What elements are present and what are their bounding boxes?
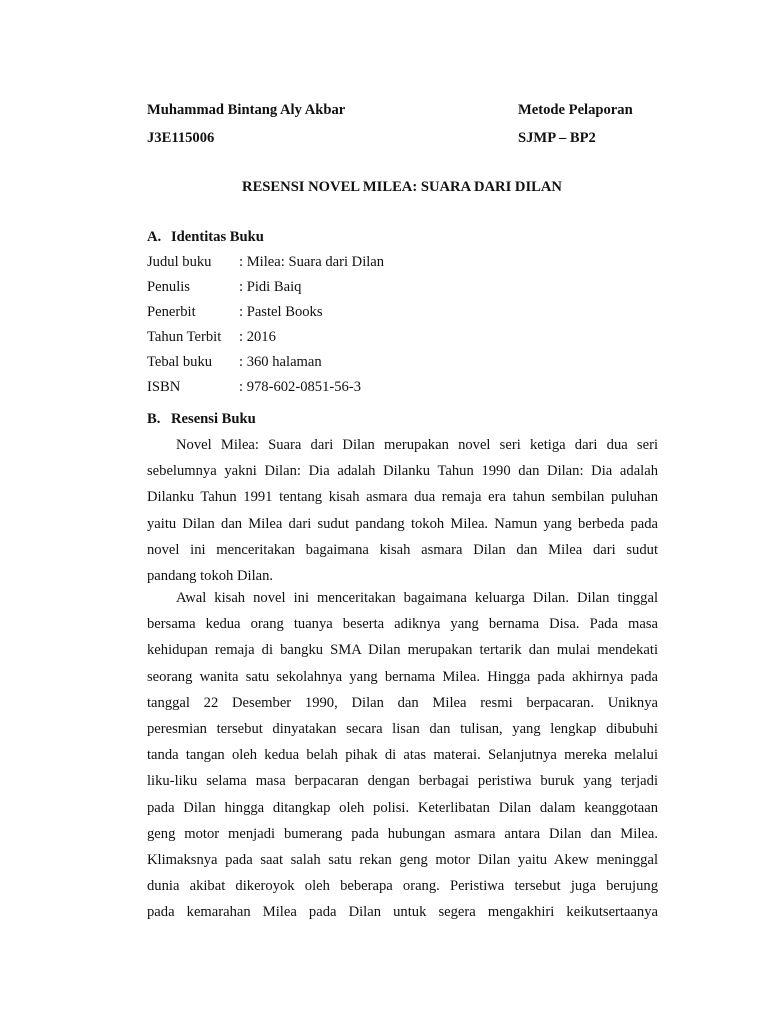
- paragraph-line: peresmian tersebut dinyatakan secara lisan dan tulisan, yang lengkap dibubuhi: [147, 720, 658, 737]
- identity-key: Tahun Terbit: [147, 329, 222, 345]
- section-a-heading: [147, 229, 264, 246]
- identity-value: : Pidi Baiq: [239, 279, 302, 295]
- section-b-number: B.: [147, 411, 161, 427]
- identity-row: [147, 279, 301, 296]
- paragraph-line: tanda tangan oleh kedua belah pihak di atas materai. Selanjutnya mereka melalui: [147, 747, 658, 764]
- identity-row: [147, 379, 361, 396]
- identity-row: [147, 254, 384, 271]
- paragraph-line: pada kemarahan Milea pada Dilan untuk segera mengakhiri keikutsertaanya: [147, 904, 658, 921]
- identity-value: : Pastel Books: [239, 304, 323, 320]
- paragraph-line: Dilanku Tahun 1991 tentang kisah asmara dua remaja era tahun sembilan puluhan: [147, 489, 658, 506]
- paragraph-line: sebelumnya yakni Dilan: Dia adalah Dilanku Tahun 1990 dan Dilan: Dia adalah: [147, 463, 658, 480]
- identity-key: Penerbit: [147, 304, 196, 320]
- paragraph-line: liku-liku selama masa berpacaran dengan berbagai peristiwa buruk yang terjadi: [147, 773, 658, 790]
- identity-key: Penulis: [147, 279, 190, 295]
- identity-row: [147, 354, 322, 371]
- section-a-title: Identitas Buku: [171, 229, 264, 245]
- section-b-title: Resensi Buku: [171, 411, 256, 427]
- paragraph-line: geng motor menjadi bumerang pada hubungan asmara antara Dilan dan Milea.: [147, 825, 658, 842]
- identity-row: [147, 304, 323, 321]
- class-code: SJMP – BP2: [518, 130, 596, 146]
- section-b-heading: [147, 411, 256, 428]
- identity-key: ISBN: [147, 379, 181, 395]
- identity-value: : Milea: Suara dari Dilan: [239, 254, 385, 270]
- course-name: Metode Pelaporan: [518, 102, 633, 118]
- identity-key: Judul buku: [147, 254, 212, 270]
- paragraph-line: yaitu Dilan dan Milea dari sudut pandang tokoh Milea. Namun yang berbeda pada: [147, 515, 658, 532]
- author-name: Muhammad Bintang Aly Akbar: [147, 102, 346, 118]
- paragraph-line: Klimaksnya pada saat salah satu rekan geng motor Dilan yaitu Akew meninggal: [147, 851, 658, 868]
- paragraph-line: pada Dilan hingga ditangkap oleh polisi. Keterlibatan Dilan dalam keanggotaan: [147, 799, 658, 816]
- identity-key: Tebal buku: [147, 354, 213, 370]
- paragraph-line: Novel Milea: Suara dari Dilan merupakan novel seri ketiga dari dua seri: [176, 437, 658, 453]
- identity-value: : 978-602-0851-56-3: [239, 379, 362, 395]
- review-paragraph-1: [147, 432, 658, 589]
- identity-value: : 2016: [239, 329, 276, 345]
- paragraph-line: pandang tokoh Dilan.: [147, 567, 274, 584]
- section-a-number: A.: [147, 229, 162, 245]
- student-id: J3E115006: [147, 130, 215, 146]
- identity-value: : 360 halaman: [239, 354, 322, 370]
- paragraph-line: dunia akibat dikeroyok oleh beberapa orang. Peristiwa tersebut juga berujung: [147, 878, 658, 895]
- paragraph-line: kehidupan remaja di bangku SMA Dilan merupakan tertarik dan mulai mendekati: [147, 642, 658, 659]
- review-paragraph-2: [147, 585, 658, 925]
- paragraph-line: tanggal 22 Desember 1990, Dilan dan Milea resmi berpacaran. Uniknya: [147, 694, 658, 711]
- page-title: RESENSI NOVEL MILEA: SUARA DARI DILAN: [242, 179, 562, 195]
- paragraph-line: novel ini menceritakan bagaimana kisah asmara Dilan dan Milea dari sudut: [147, 541, 658, 558]
- paragraph-line: bersama kedua orang tuanya beserta adiknya yang bernama Disa. Pada masa: [147, 616, 658, 633]
- identity-row: [147, 329, 276, 346]
- paragraph-line: seorang wanita satu sekolahnya yang bernama Milea. Hingga pada akhirnya pada: [147, 668, 658, 685]
- paragraph-line: Awal kisah novel ini menceritakan bagaimana keluarga Dilan. Dilan tinggal: [176, 590, 658, 606]
